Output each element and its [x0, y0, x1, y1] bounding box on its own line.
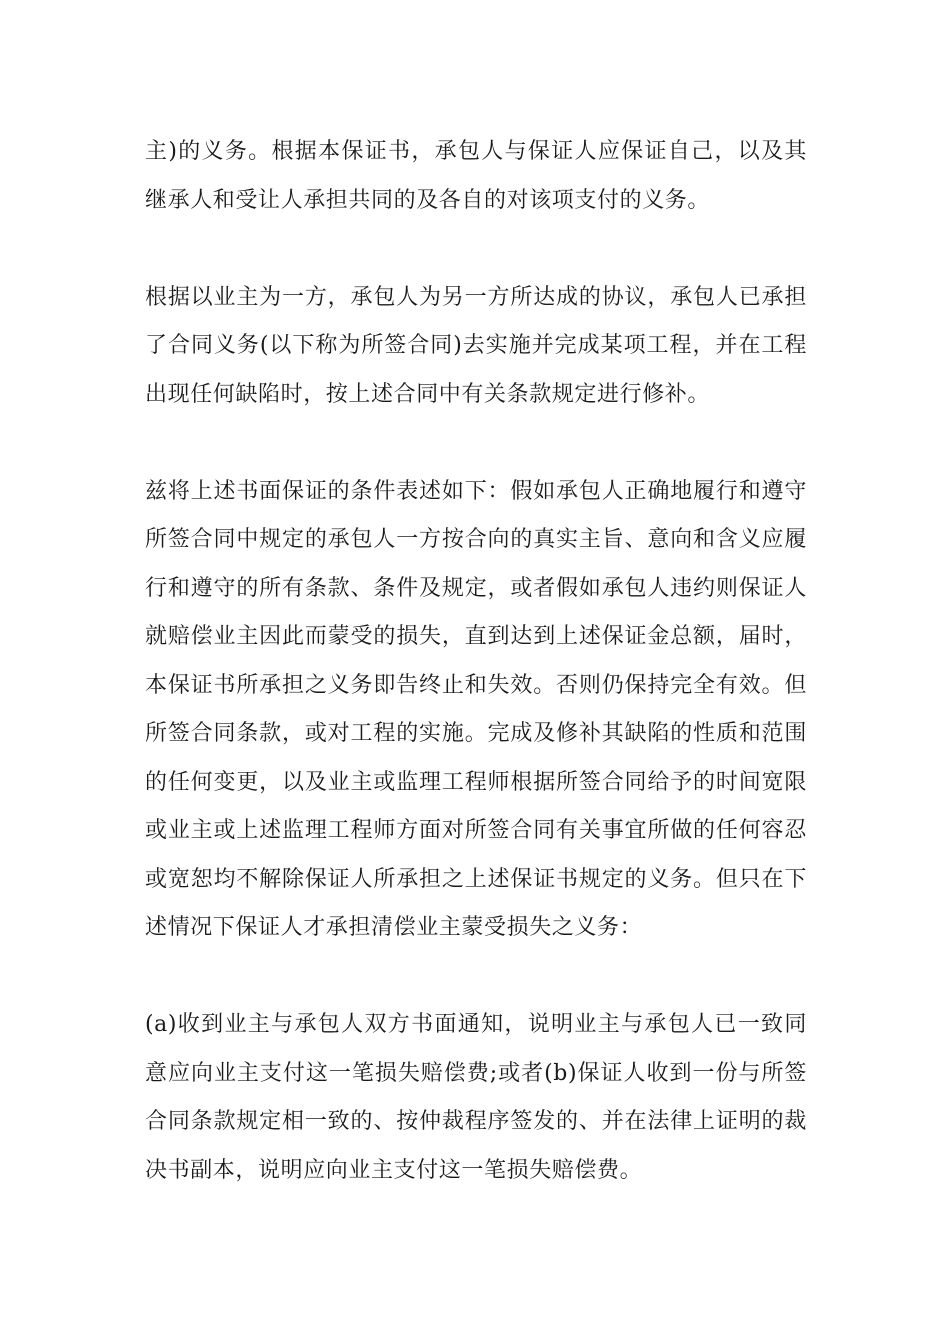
paragraph-4: (a)收到业主与承包人双方书面通知，说明业主与承包人已一致同意应向业主支付这一笔损失赔偿费;或者(b)保证人收到一份与所签合同条款规定相一致的、按仲裁程序签发的、并在法律上证明的裁决书副本，说明应向业主支付这一笔损失赔偿费。 [145, 1012, 807, 1183]
paragraph-1: 主)的义务。根据本保证书，承包人与保证人应保证自己，以及其继承人和受让人承担共同的及各自的对该项支付的义务。 [145, 139, 807, 213]
paragraph-3: 兹将上述书面保证的条件表述如下：假如承包人正确地履行和遵守所签合同中规定的承包人一方按合向的真实主旨、意向和含义应履行和遵守的所有条款、条件及规定，或者假如承包人违约则保证人就赔偿业主因此而蒙受的损失，直到达到上述保证金总额，届时，本保证书所承担之义务即告终止和失效。否则仍保持完全有效。但所签合同条款，或对工程的实施。完成及修补其缺陷的性质和范围的任何变更，以及业主或监理工程师根据所签合同给予的时间宽限或业主或上述监理工程师方面对所签合同有关事宜所做的任何容忍或宽恕均不解除保证人所承担之上述保证书规定的义务。但只在下述情况下保证人才承担清偿业主蒙受损失之义务： [145, 478, 807, 940]
document-body [145, 128, 807, 1195]
paragraph-2: 根据以业主为一方，承包人为另一方所达成的协议，承包人已承担了合同义务(以下称为所签合同)去实施并完成某项工程，并在工程出现任何缺陷时，按上述合同中有关条款规定进行修补。 [145, 284, 807, 407]
